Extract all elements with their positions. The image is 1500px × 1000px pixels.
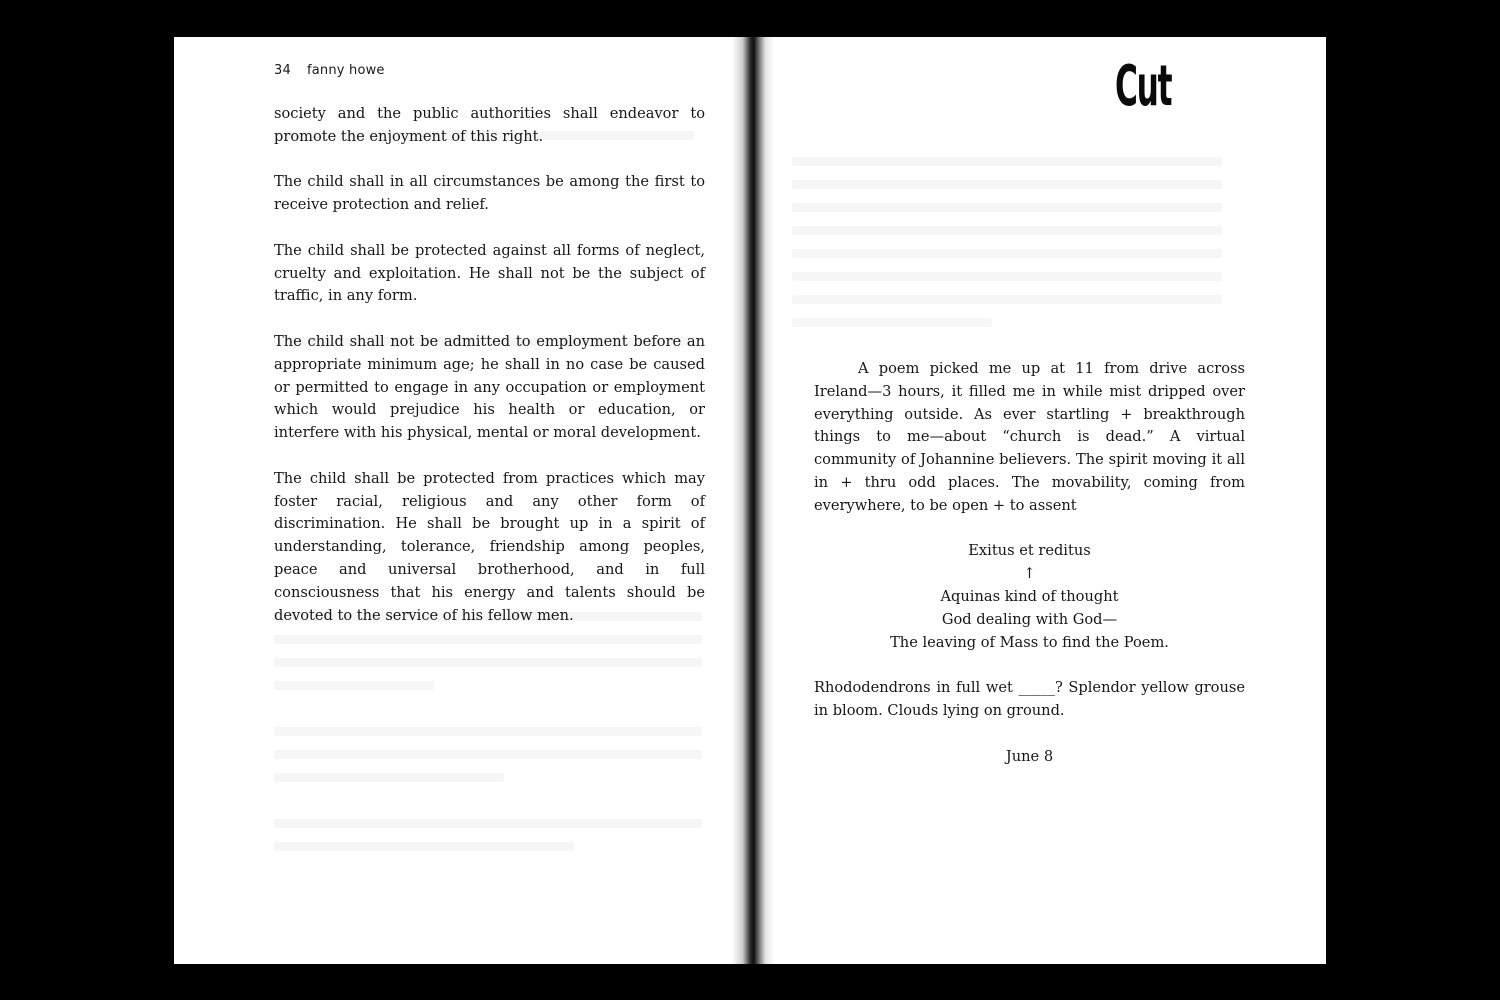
paragraph: The child shall in all circumstances be among the first to receive protection and relief.	[274, 173, 705, 214]
left-body-text	[274, 103, 705, 650]
paragraph: The child shall be protected from practices which may foster racial, religious and any other form of discrimination. He shall be brought up in a spirit of understanding, tolerance, friendship among peoples, peace and universal brotherhood, and in full consciousness that his energy and talents should be devoted to the service of his fellow men.	[274, 469, 705, 624]
right-page	[752, 37, 1326, 964]
closing-paragraph: Rhododendrons in full wet _____? Splendor yellow grouse in bloom. Clouds lying on ground.	[814, 679, 1245, 719]
centered-lines	[814, 540, 1245, 654]
centered-line: Aquinas kind of thought	[940, 587, 1119, 605]
book-spread	[174, 37, 1326, 964]
entry-paragraph: A poem picked me up at 11 from drive across Ireland—3 hours, it filled me in while mist dripped over everything outside. As ever startling + breakthrough things to me—about “church is dead.” A virtual community of Johannine believers. The spirit moving it all in + thru odd places. The movability, coming from everywhere, to be open + to assent	[814, 360, 1245, 514]
paragraph: The child shall not be admitted to employment before an appropriate minimum age; he shall in no case be caused or permitted to engage in any occupation or employment which would prejudice his health or education, or interfere with his physical, mental or moral development.	[274, 332, 705, 442]
page-number: 34	[274, 63, 291, 78]
cut-mark: Cut	[1115, 54, 1172, 119]
author-name: fanny howe	[306, 63, 385, 78]
up-arrow-icon: ↑	[1023, 565, 1036, 583]
journal-entry	[814, 358, 1245, 768]
running-head	[274, 63, 385, 78]
paragraph: society and the public authorities shall endeavor to promote the enjoyment of this right.	[274, 105, 705, 145]
book-gutter	[732, 37, 774, 964]
centered-line: The leaving of Mass to find the Poem.	[890, 633, 1169, 651]
left-page	[174, 37, 752, 964]
centered-line: God dealing with God—	[941, 610, 1118, 628]
paragraph: The child shall be protected against all forms of neglect, cruelty and exploitation. He shall not be the subject of traffic, in any form.	[274, 241, 705, 305]
entry-date: June 8	[1005, 747, 1054, 765]
centered-line: Exitus et reditus	[968, 542, 1091, 560]
